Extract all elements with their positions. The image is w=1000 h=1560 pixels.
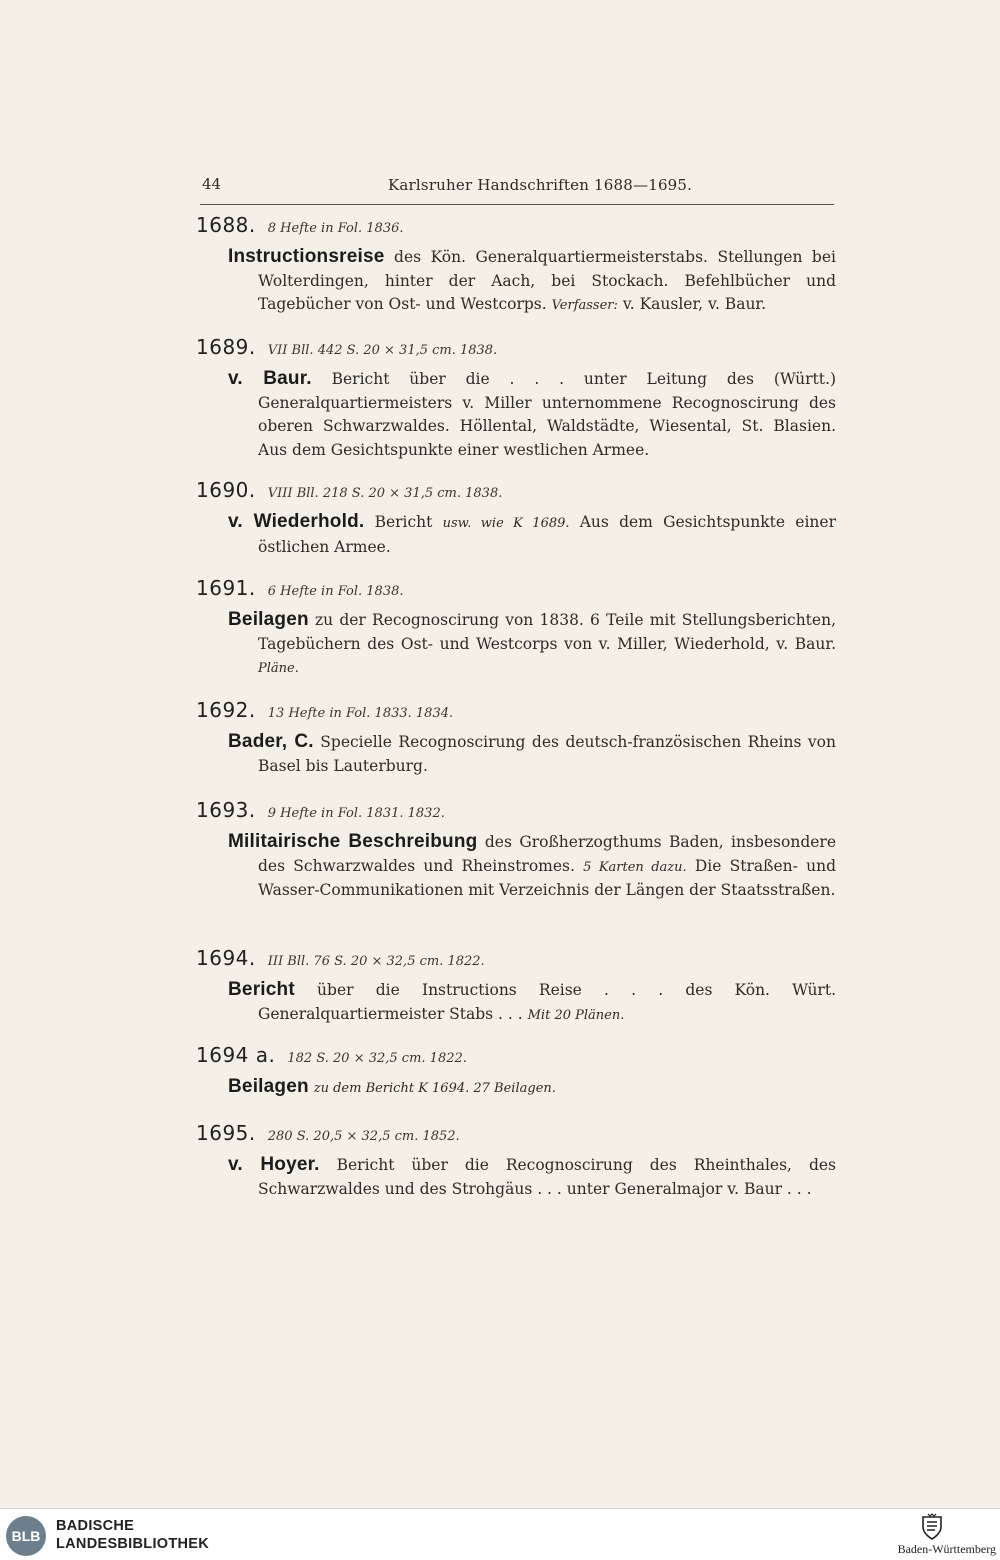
- catalog-entry: [196, 480, 836, 559]
- entry-head: [196, 1045, 836, 1069]
- entry-number: 1690.: [196, 478, 256, 502]
- catalog-entry: [196, 215, 836, 318]
- entry-head: [196, 948, 836, 972]
- entry-keyword: v. Wiederhold.: [228, 511, 365, 532]
- entry-head: [196, 480, 836, 504]
- entry-head: [196, 1123, 836, 1147]
- catalog-entry: [196, 578, 836, 681]
- entry-text: Bericht: [364, 513, 443, 531]
- entry-head: [196, 215, 836, 239]
- entry-tail: v. Kausler, v. Baur.: [617, 295, 767, 313]
- entry-tail: Aus dem Gesichtspunkte einer östlichen Armee.: [258, 513, 836, 556]
- library-name[interactable]: [56, 1517, 209, 1553]
- entry-number: 1689.: [196, 335, 256, 359]
- entry-description: [228, 730, 836, 779]
- entry-keyword: Bericht: [228, 979, 295, 1000]
- page-number: 44: [202, 175, 222, 193]
- entry-head: [196, 337, 836, 361]
- entry-tail: Die Straßen- und Wasser-Communikationen mit Verzeichnis der Längen der Staatsstraßen.: [258, 856, 836, 899]
- entry-italic-note: Mit 20 Plänen.: [527, 1007, 625, 1023]
- entry-description: [228, 978, 836, 1027]
- entry-text: Bericht über die . . . unter Leitung des (Württ.) Generalquartiermeisters v. Miller unternommene Recognoscirung des oberen Schwarzwaldes. Höllental, Waldstädte, Wiesental, St. Blasien. Aus dem Gesichtspunkte einer westlichen Armee.: [258, 370, 836, 459]
- footer-bar: [0, 1508, 1000, 1560]
- entry-physical-description: 182 S. 20 ⨯ 32,5 cm. 1822.: [287, 1051, 467, 1066]
- catalog-entry: [196, 1045, 836, 1101]
- entry-physical-description: VIII Bll. 218 S. 20 ⨯ 31,5 cm. 1838.: [267, 486, 503, 501]
- library-name-line1: BADISCHE: [56, 1518, 135, 1534]
- blb-logo[interactable]: BLB: [6, 1516, 46, 1556]
- entry-description: [228, 245, 836, 318]
- entry-physical-description: 6 Hefte in Fol. 1838.: [267, 584, 404, 599]
- entry-keyword: Instructionsreise: [228, 246, 385, 267]
- entry-physical-description: 13 Hefte in Fol. 1833. 1834.: [267, 706, 454, 721]
- catalog-entry: [196, 948, 836, 1027]
- entry-number: 1692.: [196, 698, 256, 722]
- library-name-line2: LANDESBIBLIOTHEK: [56, 1536, 210, 1552]
- entry-keyword: Beilagen: [228, 1076, 309, 1097]
- entry-number: 1695.: [196, 1121, 256, 1145]
- entry-keyword: Bader, C.: [228, 731, 314, 752]
- entry-italic-note: Verfasser:: [551, 298, 618, 313]
- entry-description: [228, 1153, 836, 1202]
- entry-description: [228, 510, 836, 559]
- entry-description: [228, 608, 836, 681]
- entry-physical-description: VII Bll. 442 S. 20 ⨯ 31,5 cm. 1838.: [267, 343, 498, 358]
- entry-text: zu der Recognoscirung von 1838. 6 Teile mit Stellungsberichten, Tagebüchern des Ost- und Westcorps von v. Miller, Wiederhold, v. Baur.: [258, 611, 836, 653]
- entry-italic-note: usw. wie K 1689.: [442, 516, 570, 531]
- catalog-entry: [196, 1123, 836, 1202]
- entry-text: des Großherzogthums Baden, insbesondere des Schwarzwaldes und Rheinstromes.: [258, 833, 836, 875]
- entry-head: [196, 800, 836, 824]
- catalog-entry: [196, 800, 836, 903]
- entry-keyword: Militairische Beschreibung: [228, 831, 478, 852]
- entry-number: 1694.: [196, 946, 256, 970]
- entry-keyword: Beilagen: [228, 609, 309, 630]
- entry-italic-note: 5 Karten dazu.: [583, 859, 687, 875]
- entry-text: über die Instructions Reise . . . des Kön. Würt. Generalquartiermeister Stabs . . .: [258, 981, 836, 1023]
- entry-number: 1688.: [196, 213, 256, 237]
- entry-text: Specielle Recognoscirung des deutsch-französischen Rheins von Basel bis Lauterburg.: [258, 733, 836, 775]
- entry-head: [196, 578, 836, 602]
- entry-italic-note: zu dem Bericht K 1694. 27 Beilagen.: [313, 1081, 556, 1096]
- entry-italic-note: Pläne.: [258, 661, 299, 676]
- coat-of-arms-icon: [920, 1513, 944, 1541]
- catalog-entry: [196, 700, 836, 779]
- entry-physical-description: 8 Hefte in Fol. 1836.: [267, 221, 404, 236]
- entry-physical-description: 9 Hefte in Fol. 1831. 1832.: [267, 806, 445, 821]
- entry-number: 1694 a.: [196, 1043, 276, 1067]
- entry-physical-description: 280 S. 20,5 ⨯ 32,5 cm. 1852.: [267, 1129, 460, 1144]
- page-header: [200, 170, 834, 205]
- entry-text: des Kön. Generalquartiermeisterstabs. Stellungen bei Wolterdingen, hinter der Aach, bei Stockach. Befehlbücher und Tagebücher von Ost- und Westcorps.: [258, 248, 836, 313]
- entry-number: 1691.: [196, 576, 256, 600]
- entry-keyword: v. Hoyer.: [228, 1154, 320, 1175]
- running-title: Karlsruher Handschriften 1688—1695.: [388, 176, 693, 194]
- entry-head: [196, 700, 836, 724]
- entry-description: [228, 367, 836, 463]
- entry-physical-description: III Bll. 76 S. 20 ⨯ 32,5 cm. 1822.: [267, 954, 485, 969]
- entry-description: [228, 830, 836, 903]
- catalog-entry: [196, 337, 836, 463]
- entry-text: Bericht über die Recognoscirung des Rheinthales, des Schwarzwaldes und des Strohgäus . . . unter Generalmajor v. Baur . . .: [258, 1156, 836, 1198]
- entry-number: 1693.: [196, 798, 256, 822]
- entry-description: [228, 1075, 836, 1101]
- entry-keyword: v. Baur.: [228, 368, 312, 389]
- state-name: Baden-Württemberg: [897, 1542, 996, 1556]
